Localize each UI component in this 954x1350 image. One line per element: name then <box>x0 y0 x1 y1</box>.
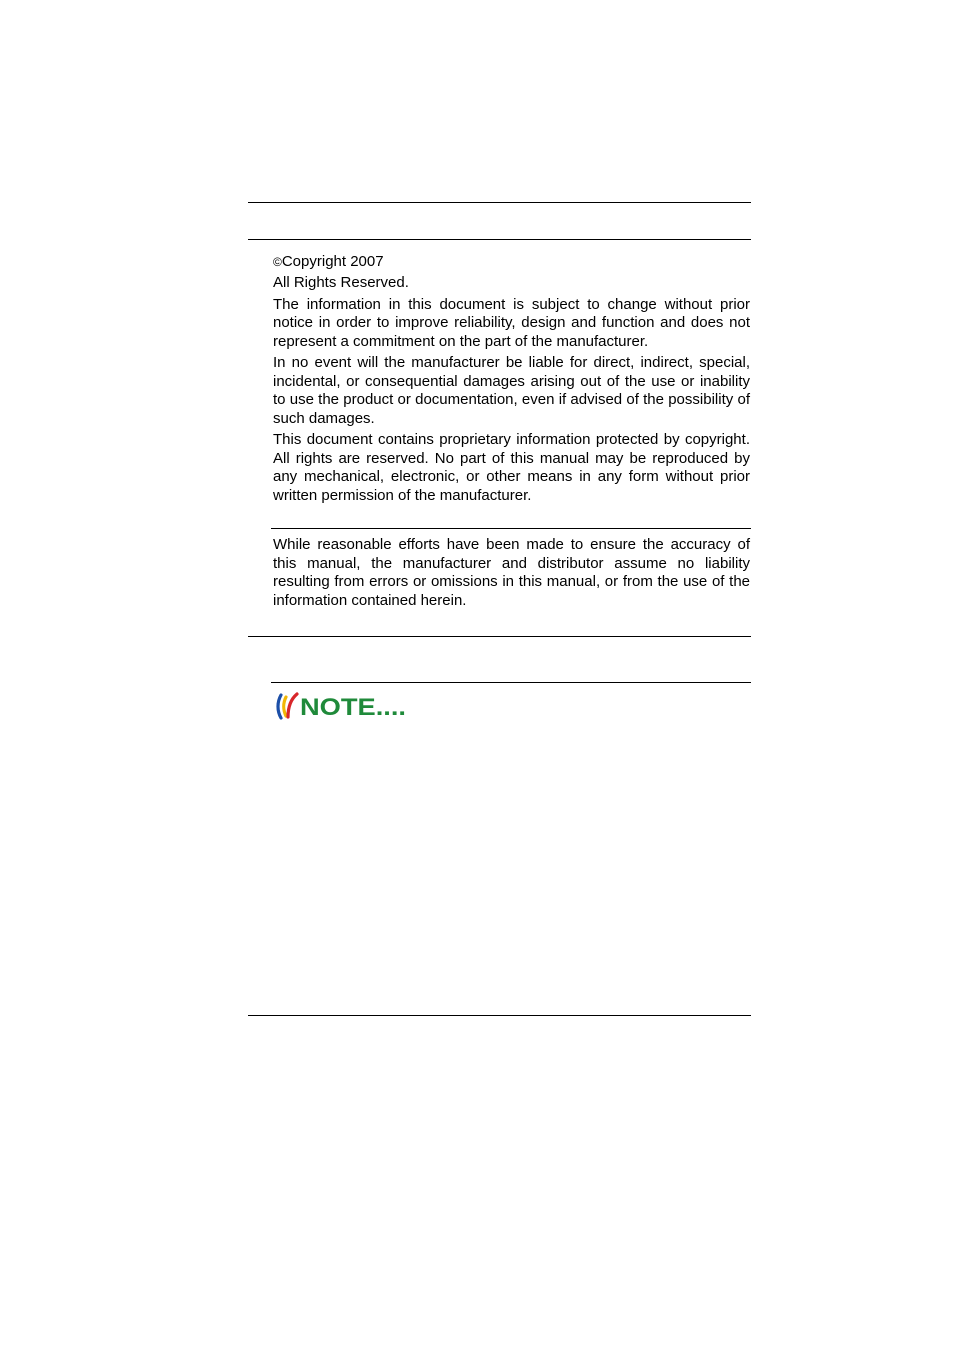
section-divider-rule <box>248 636 751 637</box>
copyright-section <box>273 253 750 505</box>
top-rule-1 <box>248 202 751 203</box>
copyright-paragraph: In no event will the manufacturer be liable for direct, indirect, special, incidental, or consequential damages arising out of the use or inability to use the product or documentation, even if advised of the possibility of such damages. <box>273 354 750 427</box>
note-logo-stroke-blue <box>278 695 281 718</box>
all-rights-reserved: All Rights Reserved. <box>273 274 409 291</box>
bottom-rule <box>248 1015 751 1016</box>
copyright-paragraph: The information in this document is subject to change without prior notice in order to improve reliability, design and function and does not represent a commitment on the part of the manufacturer. <box>273 295 750 350</box>
copyright-symbol: © <box>273 255 282 269</box>
top-rule-2 <box>248 239 751 240</box>
note-label: NOTE.... <box>300 694 406 721</box>
copyright-paragraph: This document contains proprietary information protected by copyright. All rights are reserved. No part of this manual may be reproduced by any mechanical, electronic, or other means in any form without prior written permission of the manufacturer. <box>273 431 750 504</box>
note-logo <box>275 691 415 721</box>
copyright-line <box>273 253 750 272</box>
disclaimer-section <box>273 536 750 610</box>
note-logo-stroke-red <box>288 694 297 717</box>
disclaimer-rule <box>271 528 751 529</box>
note-logo-stroke-yellow <box>284 697 286 716</box>
disclaimer-paragraph: While reasonable efforts have been made to ensure the accuracy of this manual, the manufacturer and distributor assume no liability resulting from errors or omissions in this manual, or from the use of the information contained herein. <box>273 536 750 609</box>
copyright-text: Copyright 2007 <box>281 253 384 270</box>
note-rule <box>271 682 751 683</box>
